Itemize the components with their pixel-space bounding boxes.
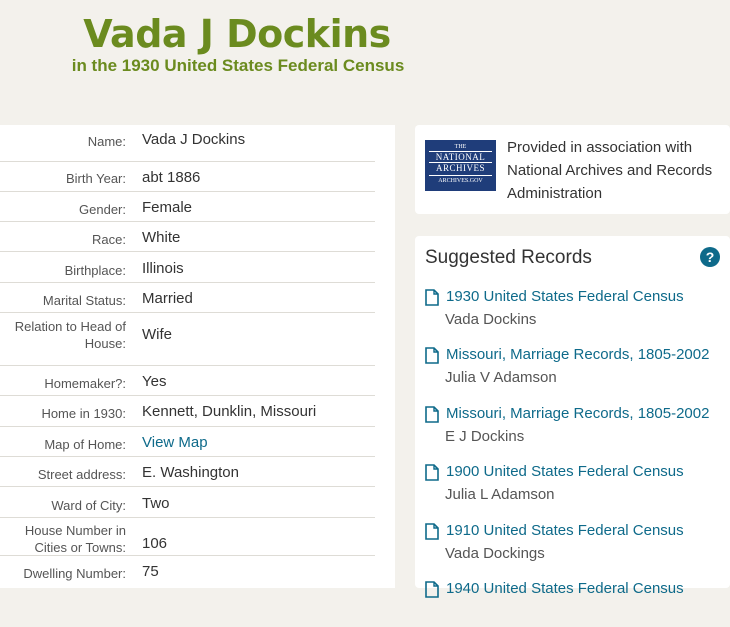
page-header <box>0 0 730 124</box>
detail-value: abt 1886 <box>142 169 201 186</box>
suggested-record <box>425 462 725 510</box>
detail-row-marital-status <box>0 283 375 313</box>
detail-value: Two <box>142 495 170 512</box>
document-icon <box>425 523 439 540</box>
document-icon <box>425 464 439 481</box>
record-title-link[interactable]: 1930 United States Federal Census <box>446 288 684 305</box>
detail-value: Illinois <box>142 260 184 277</box>
detail-label: Map of Home: <box>44 437 126 452</box>
detail-value: 106 <box>142 535 168 552</box>
detail-label: Street address: <box>37 467 126 482</box>
detail-value: Kennett, Dunklin, Missouri <box>142 403 317 420</box>
record-person: Vada Dockings <box>445 545 545 562</box>
detail-label: House Number in Cities or Towns: <box>24 523 126 555</box>
detail-label: Home in 1930: <box>41 406 126 421</box>
detail-label: Gender: <box>79 202 126 217</box>
detail-row-home-in-1930 <box>0 396 375 427</box>
detail-row-house-number <box>0 518 375 556</box>
detail-row-street-address <box>0 457 375 487</box>
detail-value: Female <box>142 199 193 216</box>
detail-label: Ward of City: <box>51 498 126 513</box>
record-person: E J Dockins <box>445 428 525 445</box>
detail-row-ward-of-city <box>0 487 375 518</box>
record-title-link[interactable]: 1900 United States Federal Census <box>446 463 684 480</box>
record-person: Julia L Adamson <box>445 486 555 503</box>
detail-value: E. Washington <box>142 464 239 481</box>
association-panel <box>415 125 730 214</box>
detail-value: 75 <box>142 563 159 580</box>
logo-line: NATIONAL <box>435 152 486 162</box>
suggested-record <box>425 521 725 569</box>
document-icon <box>425 347 439 364</box>
detail-label: Homemaker?: <box>44 376 126 391</box>
detail-label: Birth Year: <box>66 171 126 186</box>
detail-label: Birthplace: <box>64 263 126 278</box>
suggested-record <box>425 287 725 335</box>
logo-line: THE <box>454 144 467 150</box>
detail-value: Married <box>142 290 193 307</box>
collection-subtitle[interactable]: in the 1930 United States Federal Census <box>71 56 405 75</box>
detail-row-dwelling-number <box>0 556 375 596</box>
record-person: Julia V Adamson <box>445 369 557 386</box>
association-text: Provided in association with National Archives and Records Administration <box>507 139 713 202</box>
detail-value: Vada J Dockins <box>142 131 246 148</box>
detail-label: Dwelling Number: <box>23 566 126 581</box>
detail-row-name <box>0 125 375 162</box>
record-title-link[interactable]: Missouri, Marriage Records, 1805-2002 <box>446 405 710 422</box>
national-archives-logo[interactable] <box>425 140 496 191</box>
detail-value: White <box>142 229 181 246</box>
detail-value: Yes <box>142 373 167 390</box>
detail-value: Wife <box>142 326 172 343</box>
suggested-record <box>425 345 725 393</box>
suggested-record <box>425 404 725 452</box>
record-title-link[interactable]: 1910 United States Federal Census <box>446 522 684 539</box>
document-icon <box>425 406 439 423</box>
detail-label: Marital Status: <box>42 293 126 308</box>
detail-label: Name: <box>87 134 126 149</box>
record-title-link[interactable]: 1940 United States Federal Census <box>446 580 684 597</box>
person-name-title: Vada J Dockins <box>83 12 391 56</box>
detail-row-homemaker <box>0 366 375 396</box>
detail-row-birthplace <box>0 252 375 283</box>
detail-row-map-of-home <box>0 427 375 457</box>
record-title-link[interactable]: Missouri, Marriage Records, 1805-2002 <box>446 346 710 363</box>
suggested-records-title: Suggested Records <box>425 247 592 268</box>
question-circle-icon[interactable]: ? <box>700 247 720 267</box>
document-icon <box>425 289 439 306</box>
detail-row-relation <box>0 313 375 366</box>
record-detail-table <box>0 125 395 588</box>
suggested-record <box>425 579 725 627</box>
detail-label: Race: <box>92 232 126 247</box>
logo-line: ARCHIVES.GOV <box>438 178 483 184</box>
logo-rule <box>429 175 492 176</box>
detail-row-gender <box>0 192 375 222</box>
suggested-records-panel <box>415 236 730 597</box>
logo-line: ARCHIVES <box>435 163 485 173</box>
detail-row-birth-year <box>0 162 375 192</box>
document-icon <box>425 581 439 598</box>
view-map-link[interactable]: View Map <box>142 434 208 451</box>
record-person: Vada Dockins <box>445 311 537 328</box>
detail-label: Relation to Head of House: <box>14 319 126 351</box>
detail-row-race <box>0 222 375 252</box>
